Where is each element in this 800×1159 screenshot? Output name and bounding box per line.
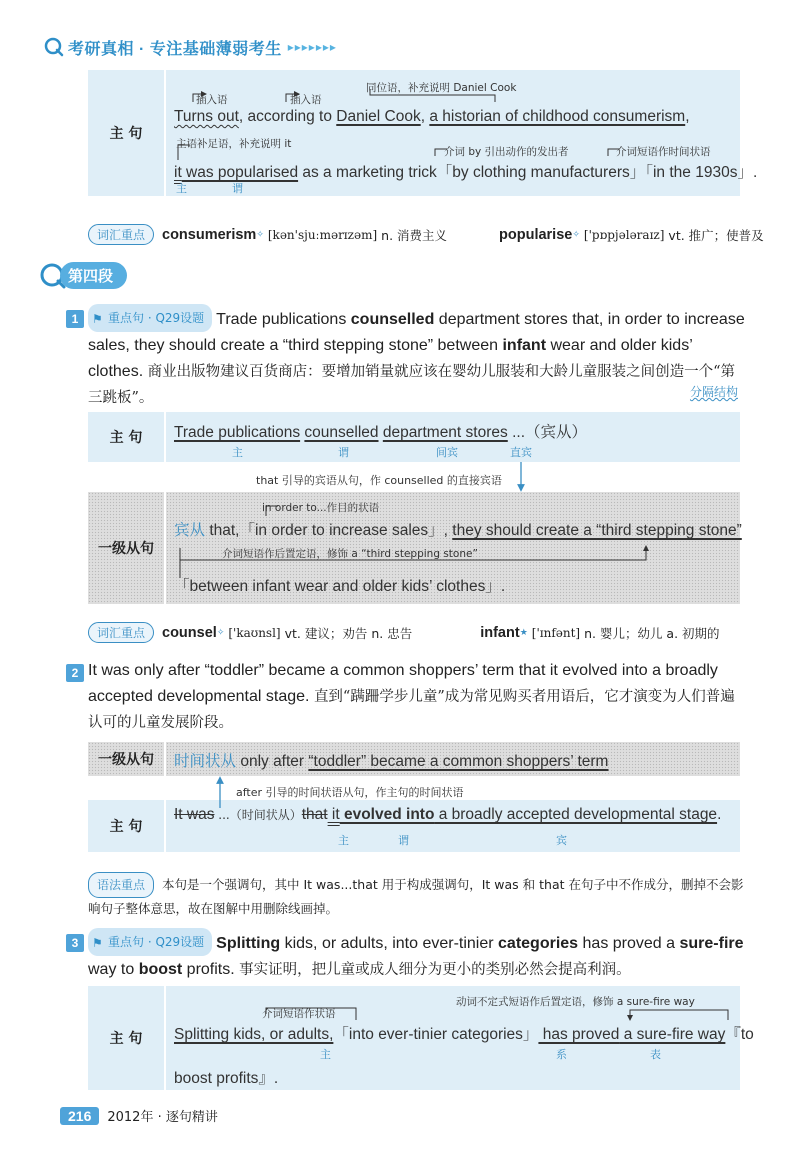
vocab-pronunciation: [kən'sjuːmərɪzəm] xyxy=(267,227,378,242)
role-link-verb: 系 xyxy=(556,1048,567,1061)
clause-content xyxy=(166,986,754,1090)
header-arrows: ▸▸▸▸▸▸▸ xyxy=(287,40,337,54)
clause-label: 主 句 xyxy=(88,70,164,196)
sentence-1-paragraph: ⚑ 重点句 · Q29设题 Trade publications counselled department stores that, in order to increase sales, they should create a “third stepping stone” between infant wear and older kids’ clothes. 商业出版物建议百货商店：要增加销量就应该在婴幼儿服装和大龄儿童服装之间创造一个“第三跳板”。 xyxy=(88,304,748,411)
vocab-pronunciation: ['ɪnfənt] xyxy=(531,625,581,640)
vocab-definition: n. 婴儿；幼儿 a. 初期的 xyxy=(584,625,720,641)
annotation-attributive: 介词短语作后置定语，修饰 a “third stepping stone” xyxy=(222,548,478,560)
sentence-number: 3 xyxy=(66,934,84,952)
clause-label: 一级从句 xyxy=(88,492,164,604)
vocab-definition: vt. 建议；劝告 n. 忠告 xyxy=(284,625,413,641)
clause-content xyxy=(166,800,740,852)
role-predicate: 谓 xyxy=(398,834,409,847)
annotation-insert-1: 插入语 xyxy=(196,94,228,106)
diagram-main-clause-4 xyxy=(88,986,754,1090)
connector-note: that 引导的宾语从句，作 counselled 的直接宾语 xyxy=(256,474,502,487)
annotation-infinitive: 动词不定式短语作后置定语，修饰 a sure-fire way xyxy=(456,996,695,1008)
role-object: 宾 xyxy=(556,834,567,847)
role-predicate: 谓 xyxy=(338,446,349,459)
vocab-pronunciation: ['kaʊnsl] xyxy=(228,625,281,640)
sentence-line-1: Turns out, according to Daniel Cook, a historian of childhood consumerism, xyxy=(174,108,690,125)
annotation-adverbial: 介词短语作状语 xyxy=(262,1008,336,1020)
grammar-tag: 语法重点 xyxy=(88,872,154,898)
clause-content xyxy=(166,492,740,604)
diagram-subclause-2 xyxy=(88,742,740,776)
header-title: 考研真相 · 专注基础薄弱考生 xyxy=(68,40,282,58)
sentence-2-paragraph: It was only after “toddler” became a common shoppers’ term that it evolved into a broadly accepted developmental stage. 直到“蹒跚学步儿童”成为常见购买者用语后，它才演变为人们普遍认可的儿童发展阶段。 xyxy=(88,662,735,731)
vocab-word: infant xyxy=(480,624,520,641)
role-subject: 主 xyxy=(176,182,187,195)
sentence-line-1: 宾从 that,「in order to increase sales」, they should create a “third stepping stone” xyxy=(174,522,742,539)
clause-label: 主 句 xyxy=(88,412,164,462)
diagram-main-clause-2 xyxy=(88,412,740,462)
star-icon: ✧ xyxy=(572,229,580,239)
role-subject: 主 xyxy=(338,834,349,847)
page-header xyxy=(44,34,337,60)
connector-note: after 引导的时间状语从句，作主句的时间状语 xyxy=(236,786,464,799)
flag-icon: ⚑ xyxy=(92,936,103,950)
annotation-purpose: in order to...作目的状语 xyxy=(262,502,380,514)
section-title: 第四段 xyxy=(60,262,127,289)
sentence-line-2: 「between infant wear and older kids’ clothes」. xyxy=(174,578,506,595)
annotation-time-adverbial: 介词短语作时间状语 xyxy=(616,146,711,158)
clause-label: 主 句 xyxy=(88,800,164,852)
footer-text: 2012年 · 逐句精讲 xyxy=(107,1110,218,1125)
vocab-pronunciation: ['pɒpjələraɪz] xyxy=(583,227,665,242)
page-footer xyxy=(60,1106,218,1125)
diagram-subclause-1 xyxy=(88,492,740,604)
clause-label: 主 句 xyxy=(88,986,164,1090)
vocab-word: popularise xyxy=(499,226,573,243)
star-icon: ✧ xyxy=(216,627,225,637)
clause-content xyxy=(166,742,740,776)
role-indirect-object: 间宾 xyxy=(436,446,458,459)
sentence-line: Trade publications counselled department stores ...（宾从） xyxy=(174,424,587,441)
vocab-tag: 词汇重点 xyxy=(88,224,154,245)
annotation-apposition: 同位语，补充说明 Daniel Cook xyxy=(366,82,517,94)
clause-content xyxy=(166,70,758,196)
vocab-definition: vt. 推广；使普及 xyxy=(668,227,764,243)
vocab-row-1 xyxy=(88,224,764,245)
clause-label: 一级从句 xyxy=(88,742,164,776)
clause-content xyxy=(166,412,740,462)
annotation-by-agent: 介词 by 引出动作的发出者 xyxy=(444,146,569,158)
section-heading xyxy=(40,262,127,289)
vocab-definition: n. 消费主义 xyxy=(381,227,448,243)
role-subject: 主 xyxy=(320,1048,331,1061)
sentence-line-2: it was popularised as a marketing trick「by clothing manufacturers」「in the 1930s」. xyxy=(174,164,758,181)
key-sentence-tag: ⚑ 重点句 · Q29设题 xyxy=(88,304,212,332)
magnifier-q-icon xyxy=(44,37,64,57)
sentence-line: 时间状从 only after “toddler” became a common shoppers’ term xyxy=(174,753,609,770)
sentence-number: 1 xyxy=(66,310,84,328)
role-subject: 主 xyxy=(232,446,243,459)
page-number: 216 xyxy=(60,1107,99,1125)
diagram-main-clause-3 xyxy=(88,800,740,852)
sentence-line: It was ...（时间状从）that it evolved into a broadly accepted developmental stage. xyxy=(174,806,722,823)
star-icon: ★ xyxy=(519,627,528,637)
method-tag: 分隔结构 xyxy=(689,385,738,399)
grammar-note: 语法重点 本句是一个强调句，其中 It was...that 用于构成强调句，It was 和 that 在句子中不作成分，删掉不会影响句子整体意思，故在图解中用删除线画掉。 xyxy=(88,872,748,920)
role-predicative: 表 xyxy=(650,1048,661,1061)
sentence-number: 2 xyxy=(66,664,84,682)
vocab-row-2 xyxy=(88,622,720,643)
role-predicate: 谓 xyxy=(232,182,243,195)
vocab-word: counsel xyxy=(162,624,217,641)
star-icon: ✧ xyxy=(256,229,264,239)
vocab-word: consumerism xyxy=(162,226,257,243)
annotation-insert-2: 插入语 xyxy=(290,94,322,106)
annotation-subject-complement: 主语补足语，补充说明 it xyxy=(176,138,292,150)
flag-icon: ⚑ xyxy=(92,312,103,326)
vocab-tag: 词汇重点 xyxy=(88,622,154,643)
role-direct-object: 直宾 xyxy=(510,446,532,459)
sentence-line-2: boost profits』. xyxy=(174,1070,279,1087)
diagram-main-clause-1 xyxy=(88,70,758,196)
sentence-3-paragraph: ⚑ 重点句 · Q29设题 Splitting kids, or adults, into ever-tinier categories has proved a sure-fire way to boost profits. 事实证明，把儿童或成人细分为更小的类别必然会提高利润。 xyxy=(88,928,748,983)
sentence-line-1: Splitting kids, or adults,「into ever-tinier categories」 has proved a sure-fire way『to xyxy=(174,1026,754,1043)
key-sentence-tag: ⚑ 重点句 · Q29设题 xyxy=(88,928,212,956)
